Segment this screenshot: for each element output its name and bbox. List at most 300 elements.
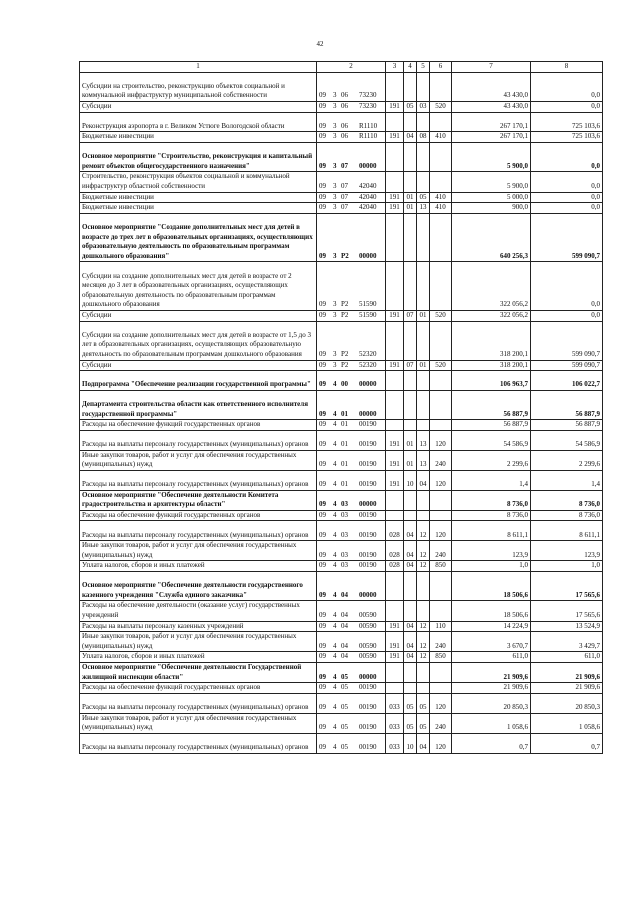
table-row [80,521,603,541]
row-col-6: 240 [430,632,452,652]
row-col-3: 191 [386,360,404,371]
row-col-4 [404,390,417,419]
row-amount-7: 8 736,0 [452,510,531,521]
code-part: 3 [333,132,337,141]
header-col-6: 6 [430,62,452,73]
row-col-3: 028 [386,541,404,561]
code-part: 4 [333,561,337,570]
code-part: 42040 [359,181,377,190]
row-amount-8: 0,0 [531,72,603,101]
row-col-3: 191 [386,450,404,470]
row-amount-7: 21 909,6 [452,683,531,694]
row-col-5 [417,112,430,132]
code-part: 00190 [359,440,377,449]
code-part: 4 [333,460,337,469]
code-part: 01 [341,440,348,449]
row-code [317,713,386,733]
row-col-5 [417,142,430,171]
row-col-5 [417,390,430,419]
code-part: 4 [333,611,337,620]
row-code [317,470,386,490]
row-code [317,142,386,171]
row-amount-7: 1 058,6 [452,713,531,733]
row-amount-7: 611,0 [452,652,531,663]
code-part: 04 [341,590,348,599]
row-amount-7: 21 909,6 [452,662,531,682]
row-amount-8: 8 611,1 [531,521,603,541]
row-col-3: 033 [386,733,404,753]
code-part: 09 [319,742,326,751]
row-code [317,213,386,262]
code-part: 52320 [359,349,377,358]
row-amount-7: 3 670,7 [452,632,531,652]
header-col-2: 2 [317,62,386,73]
row-col-6: 120 [430,521,452,541]
code-part: 03 [341,530,348,539]
table-row [80,572,603,601]
row-amount-7: 267 170,1 [452,132,531,143]
row-col-4 [404,321,417,360]
row-amount-7: 318 200,1 [452,360,531,371]
row-name: Субсидии [80,360,317,371]
row-amount-7: 0,7 [452,733,531,753]
row-col-4 [404,112,417,132]
row-amount-7: 322 056,2 [452,262,531,311]
row-col-4: 04 [404,632,417,652]
code-part: 09 [319,683,326,692]
row-col-4 [404,262,417,311]
table-row [80,142,603,171]
row-code [317,683,386,694]
row-col-5: 05 [417,713,430,733]
row-col-3 [386,420,404,431]
row-code [317,521,386,541]
row-col-3 [386,390,404,419]
row-col-3: 028 [386,521,404,541]
row-amount-8: 611,0 [531,652,603,663]
table-row [80,371,603,391]
code-part: P2 [341,310,349,319]
row-col-6 [430,662,452,682]
code-part: 04 [341,652,348,661]
row-code [317,662,386,682]
row-code [317,321,386,360]
row-code [317,262,386,311]
code-part: 09 [319,500,326,509]
header-col-5: 5 [417,62,430,73]
row-col-3: 191 [386,310,404,321]
row-col-6: 520 [430,360,452,371]
code-part: 00190 [359,550,377,559]
header-col-4: 4 [404,62,417,73]
table-row [80,72,603,101]
row-col-6 [430,112,452,132]
row-amount-7: 56 887,9 [452,390,531,419]
row-col-6 [430,262,452,311]
row-amount-8: 599 090,7 [531,360,603,371]
row-code [317,390,386,419]
header-col-1: 1 [80,62,317,73]
row-name: Бюджетные инвестиции [80,192,317,203]
row-name: Расходы на обеспечение функций государственных органов [80,510,317,521]
table-row [80,632,603,652]
table-row [80,470,603,490]
row-code [317,450,386,470]
row-amount-8: 3 429,7 [531,632,603,652]
code-part: 01 [341,460,348,469]
code-part: 4 [333,550,337,559]
code-part: 07 [341,181,348,190]
row-col-4: 10 [404,470,417,490]
row-name: Субсидии на создание дополнительных мест для детей в возрасте от 2 месяцев до 3 лет в образовательных организациях, осуществляющих образовательную деятельность по образовательным программам дошкольного образования [80,262,317,311]
row-col-6 [430,371,452,391]
row-name: Иные закупки товаров, работ и услуг для обеспечения государственных (муниципальных) нужд [80,541,317,561]
code-part: 09 [319,101,326,110]
code-part: 4 [333,742,337,751]
row-col-3 [386,262,404,311]
code-part: P2 [341,349,349,358]
row-col-4: 04 [404,561,417,572]
row-col-6: 120 [430,693,452,713]
code-part: 00190 [359,420,377,429]
row-col-4: 04 [404,132,417,143]
row-col-5 [417,510,430,521]
row-col-3 [386,662,404,682]
row-col-3: 191 [386,632,404,652]
table-row [80,420,603,431]
row-col-3: 191 [386,101,404,112]
row-col-3: 033 [386,693,404,713]
row-col-6 [430,601,452,621]
row-col-3: 191 [386,621,404,632]
code-part: 00190 [359,460,377,469]
row-code [317,172,386,192]
row-amount-8: 0,0 [531,172,603,192]
code-part: 09 [319,192,326,201]
table-row [80,172,603,192]
row-code [317,490,386,510]
code-part: 4 [333,652,337,661]
header-col-8: 8 [531,62,603,73]
row-col-5: 04 [417,470,430,490]
row-col-5 [417,572,430,601]
code-part: 09 [319,91,326,100]
row-name: Иные закупки товаров, работ и услуг для обеспечения государственных (муниципальных) нужд [80,713,317,733]
row-code [317,132,386,143]
row-amount-7: 267 170,1 [452,112,531,132]
row-col-3: 028 [386,561,404,572]
table-body [80,72,603,753]
code-part: 00190 [359,683,377,692]
row-code [317,420,386,431]
row-amount-7: 54 586,9 [452,430,531,450]
row-col-3 [386,490,404,510]
code-part: 09 [319,550,326,559]
row-col-5: 13 [417,450,430,470]
row-amount-8: 0,0 [531,262,603,311]
row-amount-7: 640 256,3 [452,213,531,262]
row-name: Иные закупки товаров, работ и услуг для обеспечения государственных (муниципальных) нужд [80,450,317,470]
code-part: 06 [341,91,348,100]
code-part: 3 [333,161,337,170]
row-name: Строительство, реконструкция объектов социальной и коммунальной инфраструктур областной собственности [80,172,317,192]
row-name: Расходы на обеспечение функций государственных органов [80,683,317,694]
row-col-5: 12 [417,652,430,663]
row-col-5: 03 [417,101,430,112]
code-part: 09 [319,121,326,130]
row-col-6 [430,172,452,192]
row-amount-7: 56 887,9 [452,420,531,431]
code-part: 03 [341,550,348,559]
row-name: Уплата налогов, сборов и иных платежей [80,652,317,663]
row-name: Основное мероприятие "Обеспечение деятельности Комитета градостроительства и архитектуры области" [80,490,317,510]
row-amount-8: 0,0 [531,192,603,203]
row-col-5 [417,371,430,391]
row-code [317,632,386,652]
row-col-5: 13 [417,203,430,214]
code-part: 01 [341,420,348,429]
code-part: 03 [341,500,348,509]
code-part: 00000 [359,161,377,170]
row-col-6: 120 [430,470,452,490]
row-col-4: 04 [404,652,417,663]
row-amount-7: 8 611,1 [452,521,531,541]
code-part: 09 [319,510,326,519]
row-col-6: 520 [430,310,452,321]
row-code [317,430,386,450]
row-col-6: 850 [430,561,452,572]
row-col-3: 191 [386,192,404,203]
row-col-4: 01 [404,430,417,450]
row-amount-8: 1,4 [531,470,603,490]
code-part: P2 [341,251,349,260]
row-code [317,693,386,713]
row-col-5 [417,213,430,262]
page-number: 42 [316,40,324,48]
row-col-4: 10 [404,733,417,753]
row-code [317,510,386,521]
row-amount-7: 318 200,1 [452,321,531,360]
code-part: 4 [333,683,337,692]
code-part: 00000 [359,380,377,389]
code-part: 00590 [359,652,377,661]
table-row [80,652,603,663]
code-part: 52320 [359,360,377,369]
row-name: Расходы на выплаты персоналу государственных (муниципальных) органов [80,470,317,490]
row-name: Основное мероприятие "Строительство, реконструкция и капитальный ремонт объектов общегосударственного назначения" [80,142,317,171]
row-col-4 [404,662,417,682]
row-amount-7: 1,4 [452,470,531,490]
row-amount-7: 14 224,9 [452,621,531,632]
code-part: 05 [341,702,348,711]
code-part: 04 [341,611,348,620]
table-row [80,541,603,561]
row-amount-7: 2 299,6 [452,450,531,470]
row-amount-8: 0,0 [531,142,603,171]
code-part: 05 [341,672,348,681]
code-part: 09 [319,480,326,489]
row-col-4 [404,490,417,510]
row-col-6: 410 [430,192,452,203]
row-amount-8: 21 909,6 [531,683,603,694]
row-amount-7: 900,0 [452,203,531,214]
row-code [317,310,386,321]
row-col-4 [404,72,417,101]
row-col-6 [430,510,452,521]
row-name: Иные закупки товаров, работ и услуг для обеспечения государственных (муниципальных) нужд [80,632,317,652]
code-part: 05 [341,742,348,751]
code-part: 4 [333,530,337,539]
code-part: 09 [319,300,326,309]
code-part: R1110 [359,121,378,130]
row-code [317,572,386,601]
code-part: 06 [341,132,348,141]
code-part: 09 [319,590,326,599]
row-amount-7: 5 900,0 [452,142,531,171]
row-amount-8: 13 524,9 [531,621,603,632]
row-col-3 [386,142,404,171]
table-row [80,112,603,132]
code-part: 4 [333,480,337,489]
row-col-5 [417,683,430,694]
row-col-4 [404,420,417,431]
table-row [80,713,603,733]
row-col-3 [386,683,404,694]
table-row [80,621,603,632]
code-part: 09 [319,420,326,429]
table-row [80,192,603,203]
row-code [317,733,386,753]
row-name: Основное мероприятие "Обеспечение деятельности государственного казенного учреждения "Служба единого заказчика" [80,572,317,601]
row-col-4 [404,601,417,621]
row-col-5: 05 [417,192,430,203]
row-col-4 [404,213,417,262]
code-part: 3 [333,300,337,309]
row-code [317,371,386,391]
row-col-4: 01 [404,450,417,470]
row-code [317,101,386,112]
row-amount-8: 1 058,6 [531,713,603,733]
row-name: Реконструкция аэропорта в г. Великом Устюге Вологодской области [80,112,317,132]
code-part: 4 [333,723,337,732]
code-part: 09 [319,530,326,539]
row-col-3 [386,572,404,601]
row-col-6: 240 [430,450,452,470]
row-amount-8: 725 103,6 [531,132,603,143]
row-code [317,112,386,132]
row-name: Бюджетные инвестиции [80,132,317,143]
row-col-3: 191 [386,470,404,490]
row-col-6: 850 [430,652,452,663]
row-col-5 [417,420,430,431]
row-amount-7: 106 963,7 [452,371,531,391]
row-amount-7: 18 506,6 [452,572,531,601]
code-part: 09 [319,561,326,570]
row-col-6 [430,72,452,101]
code-part: 00190 [359,702,377,711]
row-name: Основное мероприятие "Создание дополнительных мест для детей в возрасте до трех лет в образовательных организациях, осуществляющих образовательную деятельность по образовательным программам дошкольного образования" [80,213,317,262]
row-col-5 [417,601,430,621]
code-part: 00000 [359,590,377,599]
code-part: 00590 [359,611,377,620]
code-part: 03 [341,561,348,570]
table-row [80,601,603,621]
row-col-5 [417,321,430,360]
code-part: 09 [319,611,326,620]
row-col-3 [386,112,404,132]
row-col-3 [386,172,404,192]
code-part: 09 [319,349,326,358]
code-part: 09 [319,203,326,212]
row-col-3 [386,510,404,521]
code-part: 00000 [359,672,377,681]
row-amount-7: 8 736,0 [452,490,531,510]
row-name: Расходы на выплаты персоналу казенных учреждений [80,621,317,632]
code-part: 00000 [359,409,377,418]
row-col-4 [404,572,417,601]
row-col-3 [386,601,404,621]
row-code [317,360,386,371]
row-col-4: 07 [404,360,417,371]
code-part: 04 [341,621,348,630]
code-part: 4 [333,510,337,519]
row-amount-8: 54 586,9 [531,430,603,450]
code-part: 05 [341,683,348,692]
table-row [80,203,603,214]
table-row [80,213,603,262]
row-amount-8: 56 887,9 [531,420,603,431]
code-part: 00190 [359,723,377,732]
code-part: 04 [341,641,348,650]
code-part: R1110 [359,132,378,141]
table-row [80,262,603,311]
row-col-3 [386,321,404,360]
row-amount-8: 0,0 [531,101,603,112]
row-amount-8: 123,9 [531,541,603,561]
row-amount-8: 106 022,7 [531,371,603,391]
row-col-6: 520 [430,101,452,112]
row-col-4: 07 [404,310,417,321]
table-row [80,490,603,510]
row-amount-8: 599 090,7 [531,321,603,360]
code-part: 4 [333,440,337,449]
code-part: 00190 [359,510,377,519]
row-col-3: 191 [386,430,404,450]
code-part: P2 [341,300,349,309]
code-part: 07 [341,192,348,201]
row-amount-8: 17 565,6 [531,601,603,621]
row-code [317,203,386,214]
table-row [80,390,603,419]
table-row [80,733,603,753]
row-col-4 [404,371,417,391]
code-part: 3 [333,181,337,190]
code-part: 00190 [359,561,377,570]
code-part: 09 [319,440,326,449]
row-col-6: 240 [430,541,452,561]
code-part: 09 [319,672,326,681]
row-col-5 [417,262,430,311]
code-part: 09 [319,181,326,190]
code-part: 4 [333,672,337,681]
row-col-3 [386,371,404,391]
code-part: 09 [319,621,326,630]
code-part: 09 [319,723,326,732]
row-code [317,601,386,621]
code-part: 73230 [359,91,377,100]
code-part: 3 [333,192,337,201]
code-part: 09 [319,460,326,469]
